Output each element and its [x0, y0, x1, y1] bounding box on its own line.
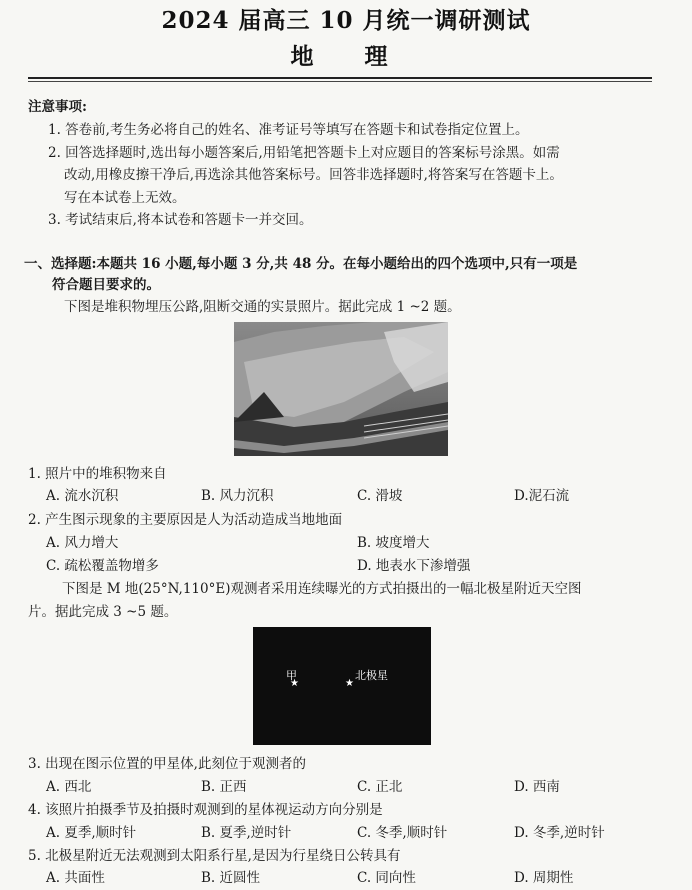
intro-q1-2: 下图是堆积物埋压公路,阻断交通的实景照片。据此完成 1 ~2 题。: [64, 299, 461, 315]
question-3-stem: 3. 出现在图示位置的甲星体,此刻位于观测者的: [28, 756, 306, 772]
section-heading-cont: 符合题目要求的。: [52, 277, 160, 293]
question-4-option-d: D. 冬季,逆时针: [514, 825, 605, 841]
question-4-option-b: B. 夏季,逆时针: [201, 825, 292, 841]
question-2-option-d: D. 地表水下渗增强: [357, 558, 471, 574]
intro-q3-5: 下图是 M 地(25°N,110°E)观测者采用连续曝光的方式拍摄出的一幅北极星附近天空图: [62, 581, 582, 597]
question-2-option-b: B. 坡度增大: [357, 535, 430, 551]
question-4-option-a: A. 夏季,顺时针: [46, 825, 137, 841]
subject-title: 地 理: [290, 43, 402, 70]
notice-item-2: 2. 回答选择题时,选出每小题答案后,用铅笔把答题卡上对应题目的答案标号涂黑。如需: [48, 145, 560, 161]
question-1-stem: 1. 照片中的堆积物来自: [28, 466, 167, 482]
question-3-option-c: C. 正北: [357, 779, 403, 795]
landslide-photo-drawing: [234, 322, 448, 456]
landslide-photo: [234, 322, 448, 456]
header-rule-thick: [28, 77, 652, 79]
question-1-option-b: B. 风力沉积: [201, 488, 274, 504]
question-1-option-c: C. 滑坡: [357, 488, 403, 504]
question-5-option-b: B. 近圆性: [201, 870, 261, 886]
star-trail-photo: [253, 627, 431, 745]
question-5-option-a: A. 共面性: [46, 870, 105, 886]
polaris-star-icon: ★: [345, 678, 354, 689]
exam-title: 2024 届高三 10 月统一调研测试: [161, 7, 531, 34]
question-4-option-c: C. 冬季,顺时针: [357, 825, 448, 841]
question-1-option-d: D.泥石流: [514, 488, 570, 504]
question-2-option-a: A. 风力增大: [46, 535, 119, 551]
question-3-option-d: D. 西南: [514, 779, 560, 795]
notice-item-2-cont: 改动,用橡皮擦干净后,再选涂其他答案标号。回答非选择题时,将答案写在答题卡上。: [64, 167, 563, 183]
question-2-stem: 2. 产生图示现象的主要原因是人为活动造成当地地面: [28, 512, 343, 528]
star-label-polaris: 北极星: [355, 669, 388, 682]
question-5-option-d: D. 周期性: [514, 870, 574, 886]
notice-item-2-end: 写在本试卷上无效。: [64, 190, 186, 206]
question-4-stem: 4. 该照片拍摄季节及拍摄时观测到的星体视运动方向分别是: [28, 802, 383, 818]
question-3-option-b: B. 正西: [201, 779, 247, 795]
question-5-option-c: C. 同向性: [357, 870, 416, 886]
intro-q3-5-cont: 片。据此完成 3 ~5 题。: [28, 604, 178, 620]
section-heading: 一、选择题:本题共 16 小题,每小题 3 分,共 48 分。在每小题给出的四个选项中,只有一项是: [24, 256, 578, 272]
star-jia-icon: ★: [290, 678, 299, 689]
notice-heading: 注意事项:: [28, 99, 87, 115]
question-1-option-a: A. 流水沉积: [46, 488, 119, 504]
star-label-jia: 甲: [286, 669, 297, 682]
question-2-option-c: C. 疏松覆盖物增多: [46, 558, 159, 574]
notice-item-3: 3. 考试结束后,将本试卷和答题卡一并交回。: [48, 212, 313, 228]
question-3-option-a: A. 西北: [46, 779, 92, 795]
question-5-stem: 5. 北极星附近无法观测到太阳系行星,是因为行星绕日公转具有: [28, 848, 401, 864]
notice-item-1: 1. 答卷前,考生务必将自己的姓名、准考证号等填写在答题卡和试卷指定位置上。: [48, 122, 529, 138]
header-rule-thin: [28, 81, 652, 82]
